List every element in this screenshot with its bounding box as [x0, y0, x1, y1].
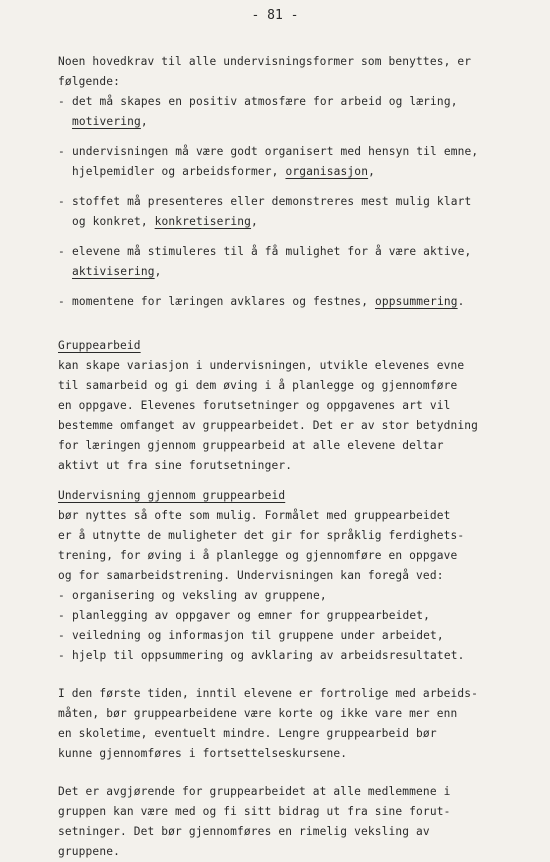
- paragraph-line: en skoletime, eventuelt mindre. Lengre gruppearbeid bør: [58, 727, 437, 740]
- paragraph-line: gruppene.: [58, 845, 120, 858]
- requirement-item: [58, 242, 498, 282]
- dash-marker: -: [58, 589, 65, 602]
- list-item-text: hjelp til oppsummering og avklaring av arbeidsresultatet.: [72, 649, 465, 662]
- requirement-keyword: aktivisering: [72, 265, 155, 278]
- list-item: [58, 646, 498, 666]
- paragraph-line: er å utnytte de muligheter det gir for språklig ferdighets-: [58, 529, 465, 542]
- section-list: [58, 586, 498, 666]
- section-heading: [58, 486, 498, 506]
- section-heading: [58, 336, 498, 356]
- paragraph-line: måten, bør gruppearbeidene være korte og ikke vare mer enn: [58, 707, 458, 720]
- paragraph-line: kunne gjennomføres i fortsettelseskursene.: [58, 747, 348, 760]
- requirement-item: [58, 292, 498, 312]
- paragraph-line: en oppgave. Elevenes forutsetninger og oppgavenes art vil: [58, 399, 451, 412]
- requirement-text: stoffet må presenteres eller demonstreres mest mulig klart: [72, 195, 472, 208]
- requirement-item: [58, 192, 498, 232]
- paragraph-line: til samarbeid og gi dem øving i å planlegge og gjennomføre: [58, 379, 458, 392]
- requirement-punct: ,: [140, 115, 148, 128]
- requirement-keyword: oppsummering: [374, 295, 458, 308]
- body-paragraph: [58, 684, 498, 764]
- list-item-text: veiledning og informasjon til gruppene under arbeidet,: [72, 629, 444, 642]
- section-paragraph: [58, 356, 498, 476]
- requirement-text: undervisningen må være godt organisert med hensyn til emne,: [72, 145, 479, 158]
- paragraph-line: Det er avgjørende for gruppearbeidet at alle medlemmene i: [58, 785, 451, 798]
- requirement-text: hjelpemidler og arbeidsformer,: [72, 165, 286, 178]
- list-item-text: organisering og veksling av gruppene,: [72, 589, 327, 602]
- intro-line: Noen hovedkrav til alle undervisningsformer som benyttes, er: [58, 55, 472, 68]
- requirement-punct: .: [457, 295, 465, 308]
- requirement-item: [58, 92, 498, 132]
- paragraph-line: bestemme omfanget av gruppearbeidet. Det er av stor betydning: [58, 419, 479, 432]
- paragraph-line: gruppen kan være med og fi sitt bidrag ut fra sine forut-: [58, 805, 451, 818]
- page-body: [58, 52, 498, 862]
- requirement-punct: ,: [154, 265, 162, 278]
- intro-line: følgende:: [58, 75, 120, 88]
- requirement-punct: ,: [251, 215, 258, 228]
- paragraph-line: trening, for øving i å planlegge og gjennomføre en oppgave: [58, 549, 458, 562]
- section-paragraph: [58, 506, 498, 586]
- requirement-punct: ,: [368, 165, 375, 178]
- paragraph-line: kan skape variasjon i undervisningen, utvikle elevenes evne: [58, 359, 465, 372]
- paragraph-line: bør nyttes så ofte som mulig. Formålet med gruppearbeidet: [58, 509, 451, 522]
- page-number: - 81 -: [251, 8, 299, 23]
- list-item: [58, 606, 498, 626]
- paragraph-line: setninger. Det bør gjennomføres en rimelig veksling av: [58, 825, 430, 838]
- paragraph-line: og for samarbeidstrening. Undervisningen kan foregå ved:: [58, 569, 444, 582]
- dash-marker: -: [58, 245, 65, 258]
- paragraph-line: for læringen gjennom gruppearbeid at alle elevene deltar: [58, 439, 444, 452]
- requirement-text: elevene må stimuleres til å få mulighet for å være aktive,: [72, 245, 472, 258]
- requirement-keyword: motivering: [72, 115, 141, 128]
- requirement-keyword: konkretisering: [154, 215, 252, 228]
- dash-marker: -: [58, 145, 65, 158]
- list-item: [58, 586, 498, 606]
- dash-marker: -: [58, 609, 65, 622]
- paragraph-line: I den første tiden, inntil elevene er fortrolige med arbeids-: [58, 687, 479, 700]
- body-paragraph: [58, 782, 498, 862]
- section-heading-text: Gruppearbeid: [58, 339, 141, 352]
- dash-marker: -: [58, 295, 65, 308]
- requirement-text: og konkret,: [72, 215, 155, 228]
- list-item-text: planlegging av oppgaver og emner for gruppearbeidet,: [72, 609, 431, 622]
- dash-marker: -: [58, 649, 65, 662]
- requirement-text: momentene for læringen avklares og festnes,: [72, 295, 375, 308]
- intro-paragraph: [58, 52, 498, 92]
- requirement-keyword: organisasjon: [285, 165, 369, 178]
- paragraph-line: aktivt ut fra sine forutsetninger.: [58, 459, 293, 472]
- dash-marker: -: [58, 95, 65, 108]
- requirement-item: [58, 142, 498, 182]
- requirement-text: det må skapes en positiv atmosfære for arbeid og læring,: [72, 95, 458, 108]
- dash-marker: -: [58, 195, 65, 208]
- section-heading-text: Undervisning gjennom gruppearbeid: [58, 489, 286, 502]
- dash-marker: -: [58, 629, 65, 642]
- list-item: [58, 626, 498, 646]
